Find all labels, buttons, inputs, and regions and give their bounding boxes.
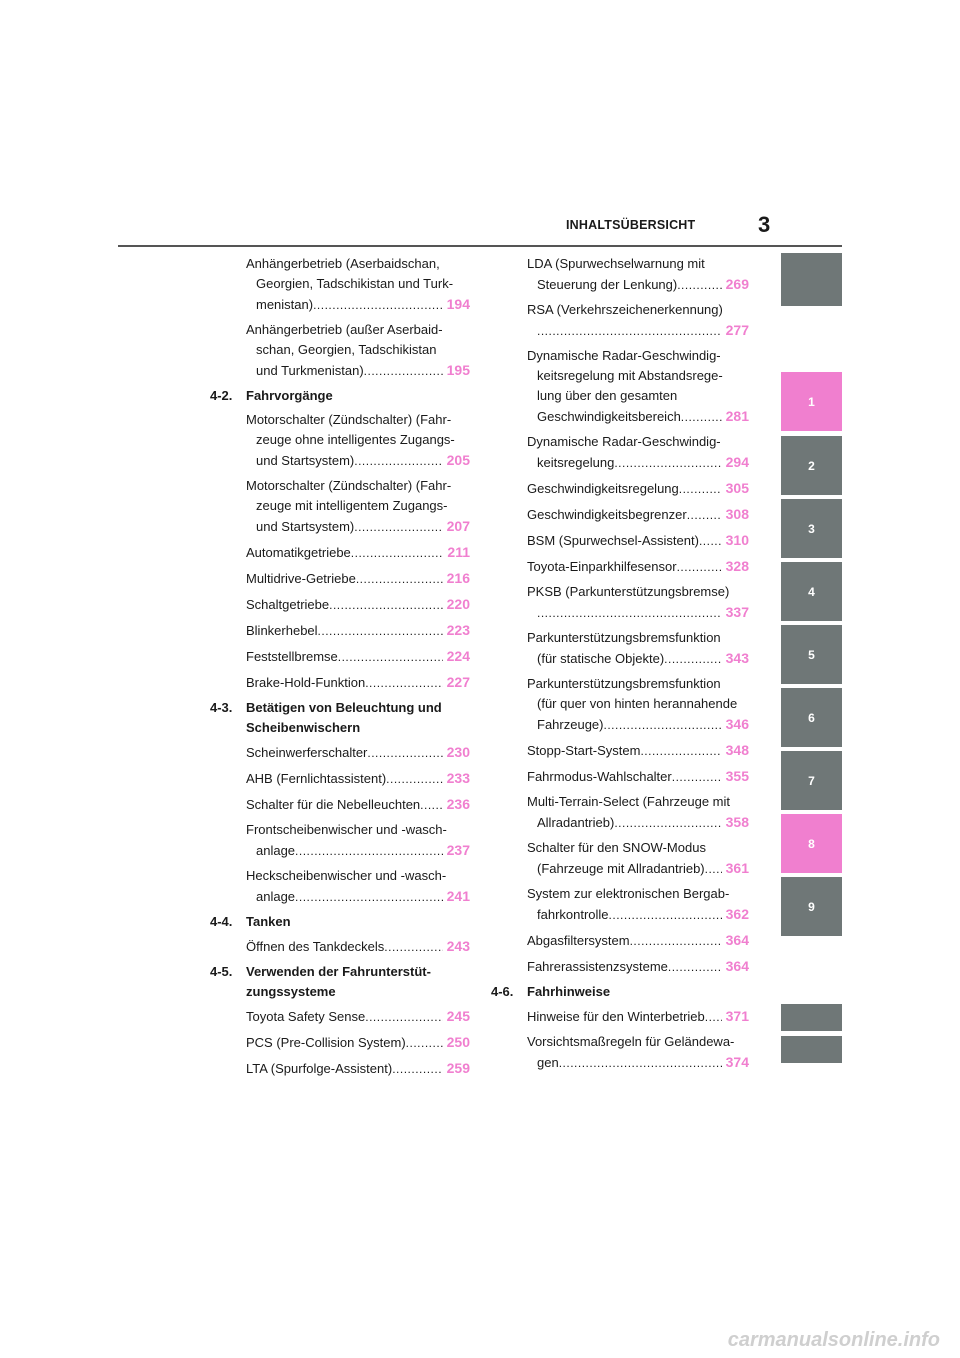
dot-leader bbox=[681, 407, 722, 427]
chapter-tab-7[interactable]: 7 bbox=[781, 751, 842, 810]
page-reference-link[interactable]: 328 bbox=[725, 558, 749, 574]
dot-leader bbox=[705, 859, 722, 879]
dot-leader bbox=[537, 603, 722, 623]
entry-title-continued: und Turkmenistan) bbox=[256, 363, 364, 378]
dot-leader bbox=[687, 505, 722, 525]
entry-title: Scheinwerferschalter bbox=[246, 745, 368, 760]
dot-leader bbox=[384, 937, 442, 957]
dot-leader bbox=[609, 905, 722, 925]
dot-leader bbox=[677, 275, 721, 295]
dot-leader bbox=[338, 647, 443, 667]
entry-title: PKSB (Parkunterstützungsbremse) bbox=[527, 584, 730, 599]
dot-leader bbox=[664, 649, 721, 669]
toc-entry[interactable] bbox=[491, 956, 749, 977]
toc-entry[interactable] bbox=[491, 504, 749, 525]
page-reference-link[interactable]: 305 bbox=[725, 480, 749, 496]
toc-entry[interactable] bbox=[210, 542, 470, 563]
toc-entry[interactable] bbox=[210, 820, 470, 861]
toc-entry[interactable] bbox=[491, 556, 749, 577]
page-reference-link[interactable]: 374 bbox=[725, 1054, 749, 1070]
entry-title: System zur elektronischen Bergab- bbox=[527, 886, 730, 901]
toc-entry[interactable] bbox=[491, 582, 749, 623]
dot-leader bbox=[614, 453, 721, 473]
toc-entry[interactable] bbox=[210, 672, 470, 693]
dot-leader bbox=[705, 1007, 722, 1027]
dot-leader bbox=[392, 1059, 442, 1079]
header-title: INHALTSÜBERSICHT bbox=[566, 218, 696, 232]
toc-entry[interactable] bbox=[491, 346, 749, 427]
entry-title: Anhängerbetrieb (Aserbaidschan, bbox=[246, 256, 440, 271]
page-reference-link[interactable]: 224 bbox=[446, 648, 470, 664]
entry-title-continued: Geschwindigkeitsbereich bbox=[537, 409, 681, 424]
toc-entry[interactable] bbox=[210, 768, 470, 789]
entry-title: Parkunterstützungsbremsfunktion bbox=[527, 676, 721, 691]
page-reference-link[interactable]: 230 bbox=[446, 744, 470, 760]
page-reference-link[interactable]: 348 bbox=[725, 742, 749, 758]
entry-title: Schalter für den SNOW-Modus bbox=[527, 840, 706, 855]
entry-title: Öffnen des Tankdeckels bbox=[246, 939, 385, 954]
page-reference-link[interactable]: 361 bbox=[725, 860, 749, 876]
dot-leader bbox=[386, 769, 442, 789]
entry-title: Vorsichtsmaßregeln für Geländewa- bbox=[527, 1034, 735, 1049]
dot-leader bbox=[365, 673, 442, 693]
entry-title: Heckscheibenwischer und -wasch- bbox=[246, 868, 447, 883]
entry-title: Blinkerhebel bbox=[246, 623, 318, 638]
page-reference-link[interactable]: 362 bbox=[725, 906, 749, 922]
entry-title: Stopp-Start-System bbox=[527, 743, 641, 758]
section-title: Betätigen von Beleuchtung und Scheibenwischern bbox=[246, 700, 442, 735]
entry-title-continued: und Startsystem) bbox=[256, 519, 355, 534]
toc-entry[interactable] bbox=[491, 530, 749, 551]
toc-entry[interactable] bbox=[491, 254, 749, 295]
toc-entry[interactable] bbox=[491, 766, 749, 787]
dot-leader bbox=[356, 569, 443, 589]
entry-title-continued: (für statische Objekte) bbox=[537, 651, 665, 666]
toc-entry[interactable] bbox=[491, 1006, 749, 1027]
page-reference-link[interactable]: 236 bbox=[446, 796, 470, 812]
section-title: Tanken bbox=[246, 914, 291, 929]
page-reference-link[interactable]: 243 bbox=[446, 938, 470, 954]
entry-title-continued: anlage bbox=[256, 843, 296, 858]
toc-section-heading bbox=[210, 962, 470, 1002]
entry-title: Frontscheibenwischer und -wasch- bbox=[246, 822, 447, 837]
dot-leader bbox=[406, 1033, 443, 1053]
toc-right-column bbox=[491, 254, 749, 1078]
dot-leader bbox=[295, 887, 443, 907]
toc-section-heading bbox=[491, 982, 749, 1002]
entry-title: Multi-Terrain-Select (Fahrzeuge mit bbox=[527, 794, 731, 809]
page-reference-link[interactable]: 277 bbox=[725, 322, 749, 338]
entry-title-continued: (Fahrzeuge mit Allradantrieb) bbox=[537, 861, 705, 876]
entry-title: BSM (Spurwechsel-Assistent) bbox=[527, 533, 699, 548]
page-reference-link[interactable]: 211 bbox=[447, 544, 470, 560]
entry-title: Schalter für die Nebelleuchten bbox=[246, 797, 421, 812]
toc-entry[interactable] bbox=[491, 674, 749, 735]
toc-entry[interactable] bbox=[491, 930, 749, 951]
section-title: Fahrvorgänge bbox=[246, 388, 333, 403]
dot-leader bbox=[313, 295, 443, 315]
page-reference-link[interactable]: 220 bbox=[446, 596, 470, 612]
toc-entry[interactable] bbox=[210, 1032, 470, 1053]
page-reference-link[interactable]: 371 bbox=[725, 1008, 749, 1024]
page-reference-link[interactable]: 207 bbox=[446, 518, 470, 534]
entry-title: LDA (Spurwechselwarnung mit bbox=[527, 256, 705, 271]
page-number: 3 bbox=[758, 212, 771, 237]
page-reference-link[interactable]: 294 bbox=[725, 454, 749, 470]
entry-title: Brake-Hold-Funktion bbox=[246, 675, 366, 690]
entry-title-continued: zeuge ohne intelligentes Zugangs- bbox=[256, 432, 455, 447]
toc-entry[interactable] bbox=[491, 1032, 749, 1073]
entry-title: Parkunterstützungsbremsfunktion bbox=[527, 630, 721, 645]
entry-title: Multidrive-Getriebe bbox=[246, 571, 356, 586]
toc-section-heading bbox=[210, 386, 470, 406]
toc-section-heading bbox=[210, 912, 470, 932]
header-rule bbox=[118, 245, 842, 247]
toc-left-column bbox=[210, 254, 470, 1084]
dot-leader bbox=[354, 451, 442, 471]
entry-title: Anhängerbetrieb (außer Aserbaid- bbox=[246, 322, 443, 337]
chapter-tab-6[interactable]: 6 bbox=[781, 688, 842, 747]
entry-title-continued: fahrkontrolle bbox=[537, 907, 609, 922]
chapter-tab-4[interactable]: 4 bbox=[781, 562, 842, 621]
toc-entry[interactable] bbox=[491, 792, 749, 833]
entry-title-continued: Steuerung der Lenkung) bbox=[537, 277, 678, 292]
page-reference-link[interactable]: 269 bbox=[725, 276, 749, 292]
entry-title-continued: anlage bbox=[256, 889, 296, 904]
entry-title: Toyota-Einparkhilfesensor bbox=[527, 559, 677, 574]
entry-title-continued: lung über den gesamten bbox=[537, 388, 678, 403]
toc-entry[interactable] bbox=[491, 432, 749, 473]
entry-title-continued: (für quer von hinten herannahende bbox=[537, 696, 738, 711]
entry-title: Schaltgetriebe bbox=[246, 597, 330, 612]
page-reference-link[interactable]: 250 bbox=[446, 1034, 470, 1050]
toc-entry[interactable] bbox=[210, 646, 470, 667]
entry-title-continued: Allradantrieb) bbox=[537, 815, 615, 830]
toc-entry[interactable] bbox=[210, 568, 470, 589]
chapter-tab-8[interactable]: 8 bbox=[781, 814, 842, 873]
dot-leader bbox=[668, 957, 722, 977]
entry-title-continued: keitsregelung mit Abstandsrege- bbox=[537, 368, 723, 383]
section-title: Fahrhinweise bbox=[527, 984, 611, 999]
dot-leader bbox=[420, 795, 442, 815]
page-reference-link[interactable]: 281 bbox=[725, 408, 749, 424]
toc-entry[interactable] bbox=[210, 476, 470, 537]
entry-title: Geschwindigkeitsbegrenzer bbox=[527, 507, 687, 522]
toc-entry[interactable] bbox=[210, 254, 470, 315]
chapter-tab-1[interactable]: 1 bbox=[781, 372, 842, 431]
entry-title: AHB (Fernlichtassistent) bbox=[246, 771, 387, 786]
toc-entry[interactable] bbox=[210, 320, 470, 381]
chapter-tab-blank[interactable] bbox=[781, 253, 842, 306]
chapter-tab-3[interactable]: 3 bbox=[781, 499, 842, 558]
section-title: Verwenden der Fahrunterstüt- zungssysteme bbox=[246, 964, 431, 999]
entry-title: Hinweise für den Winterbetrieb bbox=[527, 1009, 705, 1024]
entry-title-continued: menistan) bbox=[256, 297, 314, 312]
chapter-tab-5[interactable]: 5 bbox=[781, 625, 842, 684]
section-number: 4-5. bbox=[210, 964, 233, 979]
entry-title: Geschwindigkeitsregelung bbox=[527, 481, 679, 496]
page-reference-link[interactable]: 343 bbox=[725, 650, 749, 666]
dot-leader bbox=[614, 813, 721, 833]
entry-title: Fahrmodus-Wahlschalter bbox=[527, 769, 672, 784]
dot-leader bbox=[672, 767, 722, 787]
watermark: carmanualsonline.info bbox=[727, 1329, 940, 1351]
dot-leader bbox=[699, 531, 722, 551]
page-reference-link[interactable]: 205 bbox=[446, 452, 470, 468]
page-reference-link[interactable]: 216 bbox=[446, 570, 470, 586]
toc-entry[interactable] bbox=[210, 1058, 470, 1079]
page-reference-link[interactable]: 346 bbox=[725, 716, 749, 732]
page-reference-link[interactable]: 237 bbox=[446, 842, 470, 858]
section-number: 4-4. bbox=[210, 914, 233, 929]
dot-leader bbox=[354, 517, 442, 537]
entry-title: Abgasfiltersystem bbox=[527, 933, 630, 948]
page-reference-link[interactable]: 195 bbox=[446, 362, 470, 378]
dot-leader bbox=[364, 361, 443, 381]
entry-title-continued: zeuge mit intelligentem Zugangs- bbox=[256, 498, 448, 513]
entry-title: PCS (Pre-Collision System) bbox=[246, 1035, 406, 1050]
toc-entry[interactable] bbox=[210, 742, 470, 763]
page-reference-link[interactable]: 310 bbox=[725, 532, 749, 548]
dot-leader bbox=[679, 479, 722, 499]
section-number: 4-3. bbox=[210, 700, 233, 715]
entry-title: LTA (Spurfolge-Assistent) bbox=[246, 1061, 393, 1076]
dot-leader bbox=[603, 715, 721, 735]
chapter-tab-2[interactable]: 2 bbox=[781, 436, 842, 495]
page-reference-link[interactable]: 194 bbox=[446, 296, 470, 312]
page-reference-link[interactable]: 259 bbox=[446, 1060, 470, 1076]
page-reference-link[interactable]: 355 bbox=[725, 768, 749, 784]
entry-title: Motorschalter (Zündschalter) (Fahr- bbox=[246, 412, 452, 427]
chapter-tab-blank[interactable] bbox=[781, 1036, 842, 1063]
dot-leader bbox=[318, 621, 443, 641]
entry-title-continued: keitsregelung bbox=[537, 455, 615, 470]
dot-leader bbox=[329, 595, 443, 615]
entry-title-continued: Fahrzeuge) bbox=[537, 717, 604, 732]
entry-title: Automatikgetriebe bbox=[246, 545, 351, 560]
chapter-tab-blank[interactable] bbox=[781, 1004, 842, 1031]
toc-entry[interactable] bbox=[210, 866, 470, 907]
entry-title-continued: Georgien, Tadschikistan und Turk- bbox=[256, 276, 454, 291]
dot-leader bbox=[677, 557, 722, 577]
toc-entry[interactable] bbox=[210, 410, 470, 471]
toc-entry[interactable] bbox=[491, 628, 749, 669]
toc-section-heading bbox=[210, 698, 470, 738]
dot-leader bbox=[640, 741, 721, 761]
page-reference-link[interactable]: 337 bbox=[725, 604, 749, 620]
page-reference-link[interactable]: 358 bbox=[725, 814, 749, 830]
entry-title: Toyota Safety Sense bbox=[246, 1009, 366, 1024]
toc-entry[interactable] bbox=[491, 740, 749, 761]
section-number: 4-6. bbox=[491, 984, 514, 999]
dot-leader bbox=[365, 1007, 442, 1027]
page-reference-link[interactable]: 364 bbox=[725, 932, 749, 948]
entry-title: Feststellbremse bbox=[246, 649, 338, 664]
dot-leader bbox=[295, 841, 443, 861]
entry-title: RSA (Verkehrszeichenerkennung) bbox=[527, 302, 723, 317]
dot-leader bbox=[559, 1053, 722, 1073]
page-reference-link[interactable]: 364 bbox=[725, 958, 749, 974]
toc-entry[interactable] bbox=[491, 884, 749, 925]
page-reference-link[interactable]: 223 bbox=[446, 622, 470, 638]
entry-title-continued: und Startsystem) bbox=[256, 453, 355, 468]
dot-leader bbox=[367, 743, 442, 763]
entry-title: Dynamische Radar-Geschwindig- bbox=[527, 434, 721, 449]
page-reference-link[interactable]: 241 bbox=[446, 888, 470, 904]
dot-leader bbox=[537, 321, 722, 341]
toc-entry[interactable] bbox=[491, 838, 749, 879]
toc-entry[interactable] bbox=[210, 1006, 470, 1027]
entry-title-continued: schan, Georgien, Tadschikistan bbox=[256, 342, 437, 357]
section-number: 4-2. bbox=[210, 388, 233, 403]
toc-entry[interactable] bbox=[491, 478, 749, 499]
toc-entry[interactable] bbox=[210, 620, 470, 641]
toc-entry[interactable] bbox=[210, 936, 470, 957]
page-reference-link[interactable]: 245 bbox=[446, 1008, 470, 1024]
entry-title: Dynamische Radar-Geschwindig- bbox=[527, 348, 721, 363]
toc-entry[interactable] bbox=[491, 300, 749, 341]
dot-leader bbox=[351, 543, 444, 563]
chapter-tab-9[interactable]: 9 bbox=[781, 877, 842, 936]
dot-leader bbox=[630, 931, 722, 951]
page-reference-link[interactable]: 227 bbox=[446, 674, 470, 690]
page-reference-link[interactable]: 233 bbox=[446, 770, 470, 786]
toc-entry[interactable] bbox=[210, 594, 470, 615]
entry-title: Fahrerassistenzsysteme bbox=[527, 959, 668, 974]
toc-entry[interactable] bbox=[210, 794, 470, 815]
entry-title: Motorschalter (Zündschalter) (Fahr- bbox=[246, 478, 452, 493]
page-reference-link[interactable]: 308 bbox=[725, 506, 749, 522]
entry-title-continued: gen bbox=[537, 1055, 559, 1070]
